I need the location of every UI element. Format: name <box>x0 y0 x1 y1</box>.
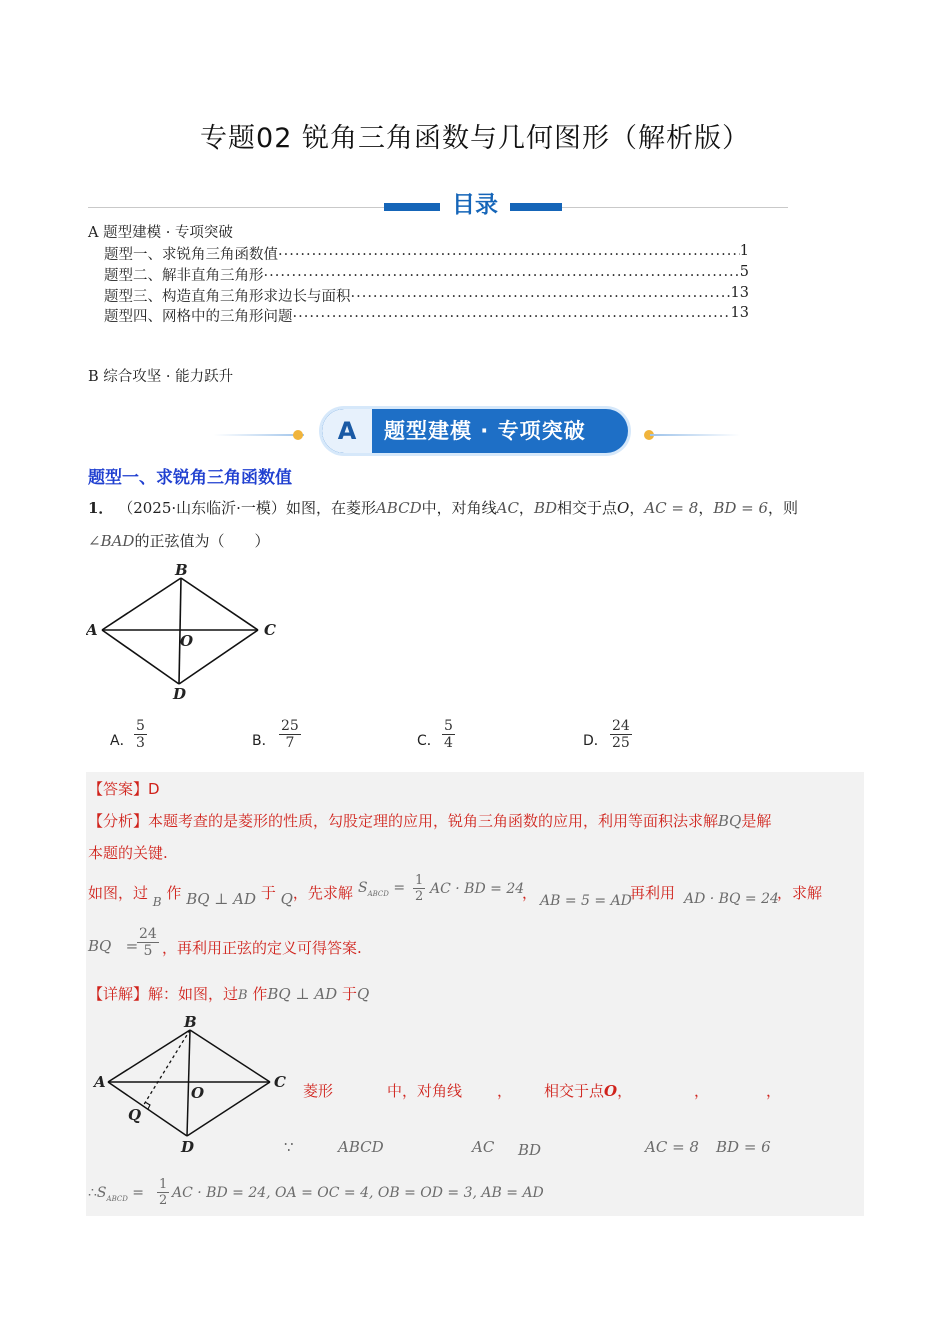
toc-section-b[interactable]: B 综合攻坚 · 能力跃升 <box>88 369 234 385</box>
toc-item-4[interactable] <box>104 305 749 326</box>
frac-den: 25 <box>612 735 630 751</box>
frac-num: 25 <box>281 718 299 734</box>
section-banner <box>322 409 628 453</box>
analysis-line-3 <box>88 882 353 909</box>
toc-item-2[interactable] <box>104 264 749 285</box>
detail-text: 相交于点 <box>544 1082 605 1100</box>
frac-den: 2 <box>415 889 424 904</box>
detail-text: ， <box>617 1082 633 1100</box>
analysis-line-4: ，再利用正弦的定义可得答案. <box>162 939 362 957</box>
math-angle: ∠BAD <box>88 532 135 550</box>
frac-den: 2 <box>159 1193 168 1208</box>
math-sub: ABCD <box>367 889 389 898</box>
math-prod: AC · BD = 24 <box>430 881 525 897</box>
math-ac-eq: AC = 8 <box>644 499 699 517</box>
option-letter: A． <box>110 733 134 749</box>
question-text: ，则 <box>768 499 799 517</box>
option-c-fraction <box>442 718 455 751</box>
math-q: Q <box>357 985 370 1003</box>
label-q: Q <box>128 1106 142 1124</box>
toc-item-label: 题型一、求锐角三角函数值 <box>104 247 278 263</box>
detail-text: 菱形 <box>303 1082 334 1100</box>
math-bq: BQ <box>718 812 742 830</box>
math-bd6: BD = 6 <box>716 1138 771 1156</box>
detail-text: 解：如图，过 <box>148 985 239 1003</box>
answer-value: D <box>148 780 160 798</box>
question-text: ， <box>698 499 714 517</box>
option-letter: C． <box>417 733 441 749</box>
label-a: A <box>94 1073 106 1091</box>
math-ac: AC <box>472 1138 495 1156</box>
banner-dot-left <box>293 430 303 440</box>
question-text: 的正弦值为（ ） <box>134 532 270 550</box>
math-sub: ABCD <box>106 1194 128 1203</box>
frac-num: 1 <box>415 873 424 888</box>
option-a[interactable] <box>110 730 134 750</box>
label-a: A <box>86 621 98 639</box>
math-eq: = <box>393 880 406 896</box>
toc-item-page: 1 <box>739 243 749 259</box>
toc-item-page: 5 <box>739 264 749 280</box>
math-perp: BQ ⊥ AD <box>267 985 338 1003</box>
math-s: S <box>96 1185 107 1201</box>
math-bq-eq <box>88 937 138 955</box>
analysis-text: ，求解 <box>777 884 823 902</box>
math-q: Q <box>280 890 293 908</box>
math-perp: BQ ⊥ AD <box>186 890 257 908</box>
toc-item-label: 题型三、构造直角三角形求边长与面积 <box>104 289 351 305</box>
question-text: 中，对角线 <box>421 499 497 517</box>
label-d: D <box>181 1138 195 1156</box>
question-line-2 <box>88 530 269 551</box>
analysis-text: 于 <box>260 884 276 902</box>
option-c[interactable] <box>417 730 441 750</box>
frac-den: 7 <box>285 735 295 751</box>
question-text: ， <box>518 499 534 517</box>
label-b: B <box>175 561 188 579</box>
rhombus-figure-with-perpendicular <box>90 1010 300 1160</box>
question-number: 1． <box>88 499 114 517</box>
therefore-line <box>88 1185 144 1203</box>
frac-den: 4 <box>444 735 453 751</box>
detail-text: ， <box>694 1082 710 1100</box>
analysis-line-2: 本题的关键. <box>88 844 168 862</box>
detail-text: 作 <box>252 985 268 1003</box>
toc-item-page: 13 <box>730 285 749 301</box>
detail-label: 【详解】 <box>88 985 149 1003</box>
option-d-fraction <box>610 718 632 751</box>
type-heading: 题型一、求锐角三角函数值 <box>88 468 292 488</box>
toc-item-1[interactable] <box>104 243 749 264</box>
analysis-text: 再利用 <box>630 884 676 902</box>
toc-item-label: 题型四、网格中的三角形问题 <box>104 309 293 325</box>
half-fraction <box>157 1177 169 1208</box>
detail-text: 中，对角线 <box>387 1082 463 1100</box>
analysis-text: ， <box>522 884 538 902</box>
analysis-text: ，先求解 <box>292 884 353 902</box>
detail-text: ， <box>766 1082 782 1100</box>
toc-item-page: 13 <box>730 305 749 321</box>
question-source: （2025·山东临沂·一模） <box>118 499 286 517</box>
option-d[interactable] <box>583 730 608 750</box>
detail-line <box>88 983 369 1004</box>
label-o: O <box>180 632 194 650</box>
math-b: B <box>152 895 162 909</box>
math-b: B <box>238 988 248 1003</box>
because-symbol: ∵ <box>284 1138 294 1156</box>
detail-text <box>544 1080 632 1101</box>
frac-num: 5 <box>444 718 453 734</box>
math-eq: = <box>125 937 139 955</box>
frac-den: 5 <box>143 943 153 959</box>
option-b[interactable] <box>252 730 276 750</box>
label-c: C <box>264 621 276 639</box>
question-line-1 <box>88 497 798 518</box>
math-bd: BD <box>518 1141 542 1159</box>
math-abcd: ABCD <box>375 499 422 517</box>
label-b: B <box>184 1013 197 1031</box>
analysis-line-1 <box>88 810 771 831</box>
detail-text: 于 <box>342 985 358 1003</box>
banner-badge: A <box>322 409 372 453</box>
option-letter: D． <box>583 733 608 749</box>
toc-item-label: 题型二、解非直角三角形 <box>104 268 264 284</box>
math-adbq: AD · BQ = 24 <box>684 891 779 907</box>
label-c: C <box>274 1073 286 1091</box>
question-text: ， <box>629 499 645 517</box>
math-abcd: ABCD <box>338 1138 384 1156</box>
therefore-symbol: ∴ <box>88 1185 97 1201</box>
toc-section-a[interactable]: A 题型建模 · 专项突破 <box>88 225 233 241</box>
math-eq: = <box>132 1185 145 1201</box>
area-formula <box>358 880 405 898</box>
bq-fraction <box>137 926 159 959</box>
analysis-text: 本题考查的是菱形的性质，勾股定理的应用，锐角三角函数的应用，利用等面积法求解 <box>148 812 719 830</box>
toc-heading: 目录 <box>440 186 510 219</box>
math-bd-eq: BD = 6 <box>713 499 769 517</box>
math-ab: AB = 5 = AD <box>540 893 632 909</box>
frac-den: 3 <box>136 735 145 751</box>
detail-text: ， <box>497 1082 513 1100</box>
frac-num: 24 <box>139 926 157 942</box>
frac-num: 5 <box>136 718 145 734</box>
math-ac: AC <box>496 499 519 517</box>
half-fraction <box>413 873 425 904</box>
frac-num: 24 <box>612 718 630 734</box>
option-b-fraction <box>279 718 301 751</box>
banner-line-right <box>650 434 740 436</box>
answer-label: 【答案】 <box>88 780 149 798</box>
math-o: O <box>617 499 630 517</box>
math-s: S <box>358 880 368 896</box>
answer-line <box>88 778 160 799</box>
page-title: 专题02 锐角三角函数与几何图形（解析版） <box>200 123 750 154</box>
math-bd: BD <box>533 499 557 517</box>
analysis-text: 是解 <box>741 812 772 830</box>
label-d: D <box>173 685 187 703</box>
frac-num: 1 <box>159 1177 168 1192</box>
question-text: 如图，在菱形 <box>285 499 376 517</box>
toc-item-3[interactable] <box>104 285 749 306</box>
option-letter: B． <box>252 733 276 749</box>
rhombus-figure <box>86 560 286 705</box>
math-o: O <box>604 1082 618 1100</box>
analysis-text: 如图，过 <box>88 884 149 902</box>
analysis-label: 【分析】 <box>88 812 149 830</box>
math-bq: BQ <box>88 937 112 955</box>
label-o: O <box>191 1084 205 1102</box>
question-text: 相交于点 <box>557 499 618 517</box>
analysis-text: 作 <box>166 884 182 902</box>
banner-line-left <box>214 434 304 436</box>
toc-bar-left <box>384 203 446 211</box>
math-ac8: AC = 8 <box>645 1138 699 1156</box>
option-a-fraction <box>134 718 147 751</box>
math-rest: AC · BD = 24, OA = OC = 4, OB = OD = 3, AB = AD <box>172 1185 544 1201</box>
banner-text: 题型建模 · 专项突破 <box>384 419 586 443</box>
